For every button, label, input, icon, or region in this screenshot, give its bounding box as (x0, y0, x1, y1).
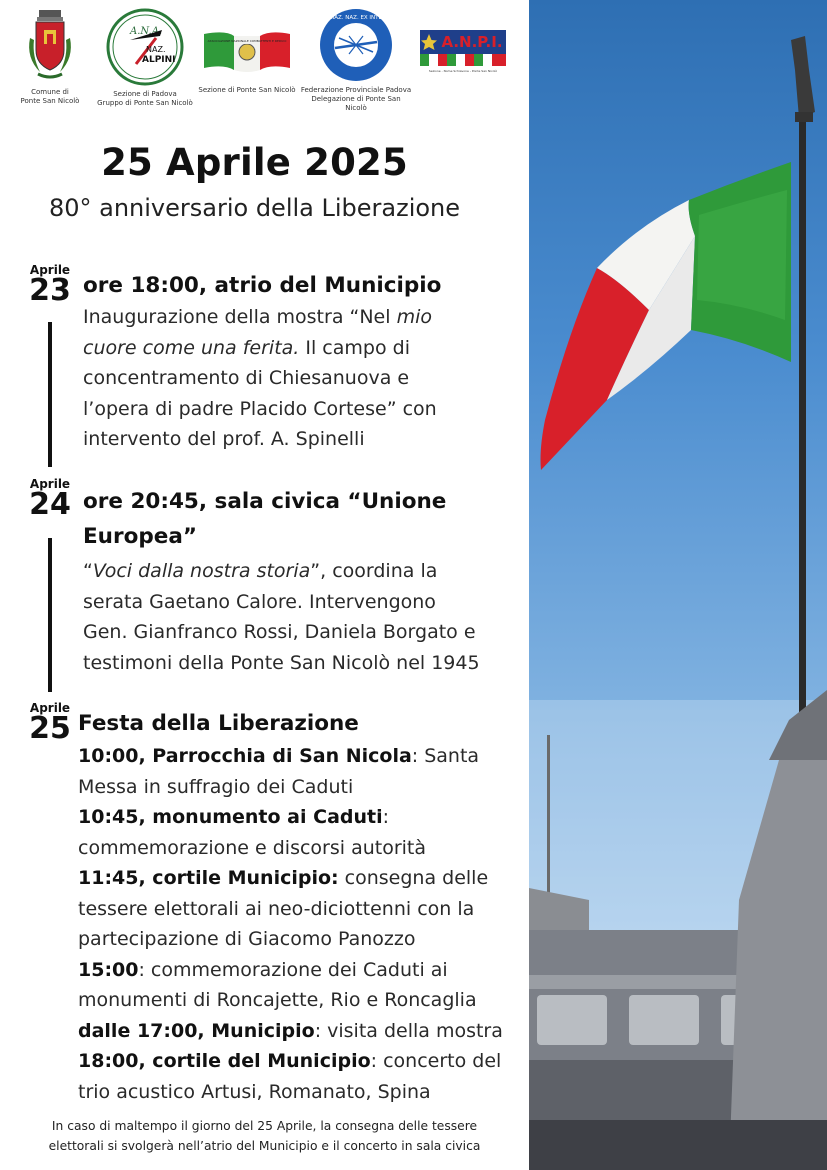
body-line (83, 617, 480, 648)
body-text: : visita della mostra (314, 1019, 503, 1042)
body-text: : (382, 806, 390, 828)
body-bold-text: 11:45, cortile Municipio: (78, 867, 339, 889)
body-line (78, 863, 503, 894)
body-text: consegna delle (338, 867, 489, 889)
body-line (78, 985, 503, 1016)
comune-caption-2: Ponte San Nicolò (20, 97, 80, 105)
event-date-23 (22, 263, 78, 308)
body-text: “ (83, 560, 93, 582)
event-day: 24 (29, 487, 71, 522)
body-italic-text: mio (396, 306, 432, 328)
body-line (83, 302, 437, 333)
timeline-line (48, 538, 52, 692)
body-bold-text: 18:00, cortile del Municipio (78, 1050, 371, 1072)
alpini-emblem-icon (106, 8, 184, 86)
ancr-logo (198, 30, 296, 95)
event-heading-line-1: ore 20:45, sala civica “Unione (83, 489, 447, 514)
body-line (78, 955, 503, 986)
body-text: Gen. Gianfranco Rossi, Daniela Borgato e (83, 621, 476, 643)
comune-caption-1: Comune di (31, 88, 69, 96)
body-line (83, 333, 437, 364)
alpini-caption-1: Sezione di Padova (113, 90, 177, 98)
footnote-line-1: In caso di maltempo il giorno del 25 Aprile, la consegna delle tessere (51, 1119, 478, 1133)
body-line (83, 394, 437, 425)
logo-strip (0, 0, 529, 120)
event-heading: Festa della Liberazione (78, 711, 359, 736)
anei-logo (300, 8, 412, 113)
alpini-emblem-alpini: ALPINI (142, 55, 176, 65)
body-text: : commemorazione dei Caduti ai (138, 958, 448, 981)
body-line (78, 772, 503, 803)
event-body (83, 302, 437, 455)
coat-of-arms-icon (22, 8, 78, 84)
body-text: serata Gaetano Calore. Intervengono (83, 590, 436, 613)
body-bold-text: 15:00 (78, 958, 139, 981)
page-subtitle: 80° anniversario della Liberazione (48, 194, 461, 222)
body-italic-text: Voci dalla nostra storia (92, 560, 311, 582)
anei-emblem-icon (313, 8, 399, 82)
body-line (78, 924, 503, 955)
body-text: intervento del prof. A. Spinelli (83, 428, 365, 450)
anei-caption-1: Federazione Provinciale Padova (300, 86, 412, 94)
ancr-caption-1: Sezione di Ponte San Nicolò (198, 86, 296, 94)
body-text: l’opera di padre Placido Cortese” con (83, 397, 437, 420)
event-date-25 (22, 701, 78, 746)
event-month: Aprile (29, 477, 71, 491)
anei-emblem-text: ASSOCIAZ. NAZ. EX INTERNATI (313, 15, 399, 21)
event-heading-line-2: Europea” (83, 524, 197, 549)
body-line (78, 1046, 503, 1077)
alpini-caption-2: Gruppo di Ponte San Nicolò (97, 99, 193, 107)
event-heading: ore 18:00, atrio del Municipio (83, 273, 442, 298)
anpi-emblem-icon (420, 30, 506, 74)
event-body (83, 556, 480, 678)
body-text: ”, coordina la (310, 560, 438, 582)
footnote-line-2: elettorali si svolgerà nell’atrio del Municipio e il concerto in sala civica (48, 1139, 481, 1153)
anei-caption-2: Delegazione di Ponte San Nicolò (311, 95, 401, 112)
body-text: Messa in suffragio dei Caduti (78, 775, 354, 798)
anpi-emblem-text: A.N.P.I. (441, 33, 503, 51)
event-day: 23 (29, 273, 71, 308)
event-month: Aprile (29, 263, 71, 277)
body-text: monumenti di Roncajette, Rio e Roncaglia (78, 989, 477, 1011)
body-line (83, 587, 480, 618)
alpini-emblem-naz: NAZ. (146, 45, 166, 54)
ancr-emblem-text: ASSOCIAZIONE NAZIONALE COMBATTENTI E REDUCI (207, 39, 287, 43)
italian-flag-illustration (529, 0, 827, 1170)
anpi-logo (418, 30, 508, 74)
anpi-emblem-sub: Sezione - Nome Schiavone - Ponte San Nicolò (428, 69, 498, 73)
body-bold-text: 10:45, monumento ai Caduti (78, 806, 383, 828)
ancr-emblem-icon (204, 30, 290, 72)
body-line (78, 1016, 503, 1047)
body-line (83, 556, 480, 587)
weather-footnote (0, 1116, 529, 1156)
body-line (78, 741, 503, 772)
alpini-logo (96, 8, 194, 108)
body-text: concentramento di Chiesanuova e (83, 367, 410, 389)
body-line (78, 1077, 503, 1108)
event-day: 25 (29, 711, 71, 746)
body-text: : Santa (411, 745, 480, 767)
body-text: tessere elettorali ai neo-diciottenni con la (78, 897, 475, 920)
body-text: commemorazione e discorsi autorità (78, 836, 427, 859)
body-text: partecipazione di Giacomo Panozzo (78, 928, 416, 950)
alpini-emblem-top: A.N.A. (130, 26, 163, 37)
event-body (78, 741, 503, 1107)
body-line (83, 424, 437, 455)
body-text: testimoni della Ponte San Nicolò nel 1945 (83, 651, 480, 674)
comune-logo (14, 8, 86, 106)
body-line (83, 648, 480, 679)
body-text: trio acustico Artusi, Romanato, Spina (78, 1080, 431, 1103)
body-line (78, 802, 503, 833)
flag-photo (529, 0, 827, 1170)
body-text: Inaugurazione della mostra “Nel (83, 306, 397, 328)
body-text: : concerto del (370, 1050, 502, 1072)
body-line (83, 363, 437, 394)
body-line (78, 833, 503, 864)
page-title: 25 Aprile 2025 (101, 141, 408, 184)
event-date-24 (22, 477, 78, 522)
body-text: Il campo di (299, 336, 410, 359)
body-bold-text: 10:00, Parrocchia di San Nicola (78, 745, 412, 767)
body-italic-text: cuore come una ferita. (83, 336, 300, 359)
body-bold-text: dalle 17:00, Municipio (78, 1019, 315, 1042)
body-line (78, 894, 503, 925)
event-month: Aprile (29, 701, 71, 715)
event-heading (83, 484, 446, 554)
timeline-line (48, 322, 52, 467)
